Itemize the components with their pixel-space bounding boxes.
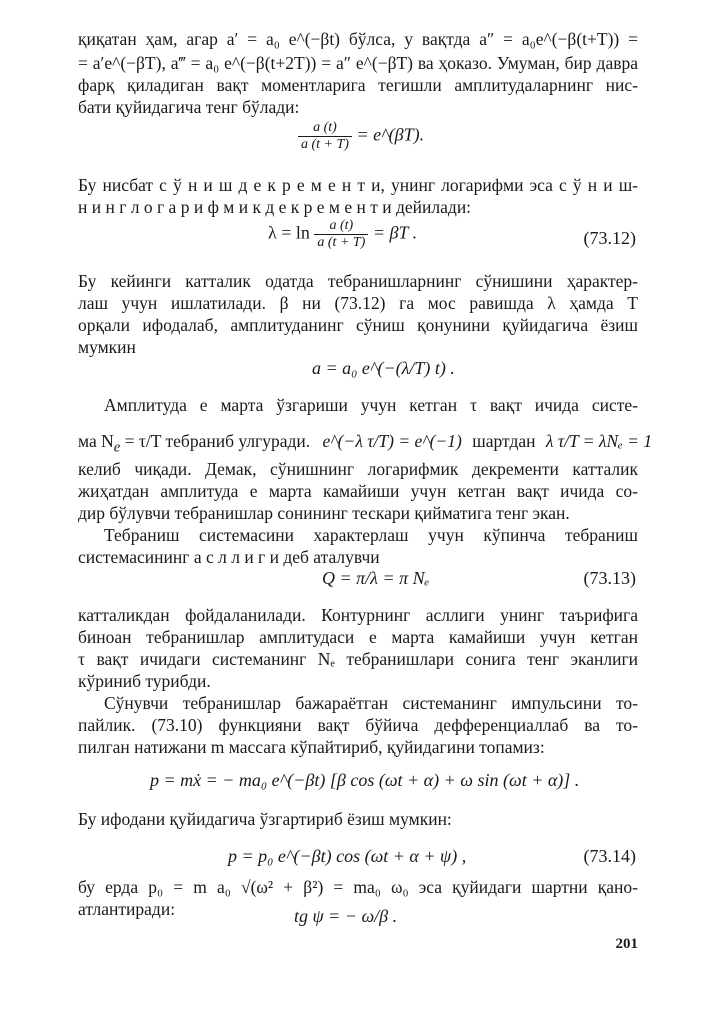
text-fragment: ма N	[78, 431, 114, 451]
text-line: Бу нисбат с ў н и ш д е к р е м е н т и, унинг логарифми эса с ў н и ш-	[78, 175, 638, 195]
equation-rhs: = e^(βT).	[356, 124, 425, 145]
equation-lhs: λ = ln	[268, 222, 310, 243]
text-line: катталикдан фойдаланилади. Контурнинг асллиги унинг таърифига	[78, 605, 638, 625]
equation-ratio	[298, 120, 424, 153]
inline-equation: λ τ/T = λNₑ = 1	[545, 431, 653, 451]
equation-momentum: p = mẋ = − ma₀ e^(−βt) [β cos (ωt + α) + ω sin (ωt + α)] .	[150, 770, 580, 790]
fraction-numerator: a (t)	[314, 218, 368, 235]
text-line: Сўнувчи тебранишлар бажараётган системанинг импульсини то-	[104, 693, 638, 713]
text-line: лаш учун ишлатилади. β ни (73.12) га мос равишда λ ҳамда T	[78, 293, 638, 313]
text-line: бу ерда p₀ = m a₀ √(ω² + β²) = ma₀ ω₀ эса қуйидаги шартни қано-	[78, 877, 638, 897]
equation-number: (73.13)	[583, 568, 636, 588]
fraction-numerator: a (t)	[298, 120, 352, 137]
equation-momentum-phase: p = p₀ e^(−βt) cos (ωt + α + ψ) ,	[228, 846, 467, 866]
fraction	[298, 120, 352, 153]
text-line: бати қуйидагича тенг бўлади:	[78, 97, 300, 117]
text-line: кўриниб турибди.	[78, 671, 211, 691]
equation-rhs: = βT .	[372, 222, 418, 243]
inline-equation: e^(−λ τ/T) = e^(−1)	[322, 431, 462, 451]
text-line: Тебраниш системасини характерлаш учун кўпинча тебраниш	[104, 525, 638, 545]
text-line: = a′e^(−βT), a‴ = a₀ e^(−β(t+2T)) = a″ e^(−βT) ва ҳоказо. Умуман, бир давра	[78, 53, 638, 73]
text-line: н и н г л о г а р и ф м и к д е к р е м е н т и дейилади:	[78, 197, 472, 217]
text-line: мумкин	[78, 337, 136, 357]
equation-tangent: tg ψ = − ω/β .	[294, 906, 398, 926]
equation-quality-factor: Q = π/λ = π Nₑ	[322, 568, 430, 588]
fraction-denominator: a (t + T)	[317, 235, 366, 250]
text-line: биноан тебранишлар амплитудаси e марта камайиши учун кетган	[78, 627, 638, 647]
text-line: фарқ қиладиган вақт моментларига тегишли амплитудаларнинг нис-	[78, 75, 638, 95]
text-line: Бу кейинги катталик одатда тебранишларнинг сўнишини ҳарактер-	[78, 271, 638, 291]
equation-log-decrement	[268, 218, 417, 251]
text-line: қиқатан ҳам, агар a′ = a₀ e^(−βt) бўлса, у вақтда a″ = a₀e^(−β(t+T)) =	[78, 29, 638, 49]
text-line: τ вақт ичидаги системанинг Nₑ тебранишлари сонига тенг эканлиги	[78, 649, 638, 669]
equation-decay-law: a = a₀ e^(−(λ/T) t) .	[312, 358, 455, 378]
text-fragment: шартдан	[472, 431, 536, 451]
text-line: келиб чиқади. Демак, сўнишнинг логарифмик декременти катталик	[78, 459, 638, 479]
text-line: пайлик. (73.10) функцияни вақт бўйича деффеpенциаллаб ва то-	[78, 715, 638, 735]
text-line: атлантиради:	[78, 899, 176, 919]
page-number: 201	[615, 936, 638, 952]
text-line: жиҳатдан амплитуда e марта камайиши учун кетган вақт ичида со-	[78, 481, 638, 501]
equation-number: (73.14)	[583, 846, 636, 866]
text-line: системасининг а с л л и г и деб аталувчи	[78, 547, 380, 567]
equation-number: (73.12)	[583, 228, 636, 248]
text-line: пилган натижани m массага кўпайтириб, қуйидагини топамиз:	[78, 737, 545, 757]
fraction-denominator: a (t + T)	[301, 137, 349, 152]
text-line: Бу ифодани қуйидагича ўзгартириб ёзиш мумкин:	[78, 809, 452, 829]
subscript-e: e	[113, 439, 121, 456]
fraction	[314, 218, 368, 251]
text-fragment: = τ/T тебраниб улгуради.	[120, 431, 311, 451]
text-line-mixed	[78, 430, 653, 459]
text-line: Амплитуда e марта ўзгариши учун кетган τ вақт ичида систе-	[104, 395, 638, 415]
text-line: орқали ифодалаб, амплитуданинг сўниш қонунини қуйидагича ёзиш	[78, 315, 638, 335]
text-line: дир бўлувчи тебранишлар сонининг тескари қийматига тенг экан.	[78, 503, 570, 523]
